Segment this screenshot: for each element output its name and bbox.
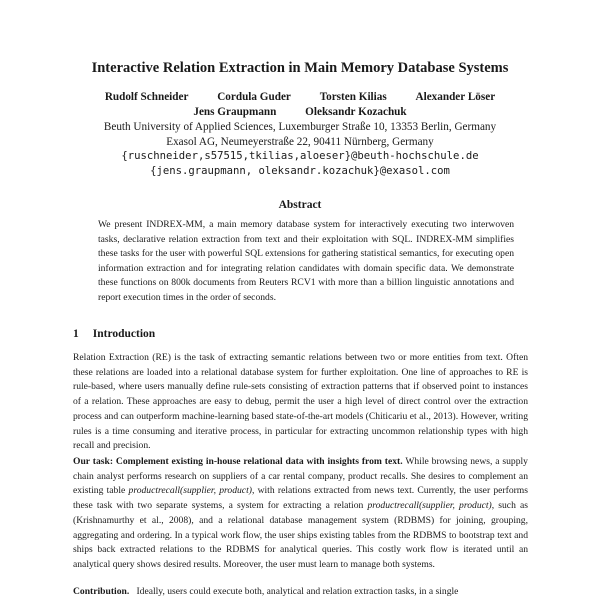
author-name: Torsten Kilias [319, 91, 387, 103]
paper-title: Interactive Relation Extraction in Main Memory Database Systems [91, 60, 509, 76]
section-title: Introduction [92, 328, 156, 340]
contribution-text: Ideally, users could execute both, analytical and relation extraction tasks, in a single [136, 586, 459, 597]
task-paragraph [73, 455, 528, 573]
section-number: 1 [73, 328, 79, 340]
author-name: Alexander Löser [415, 91, 496, 103]
task-text-2: , with relations extracted from news text. Currently, the user performs these task with two separate systems, a system for extracting a relation [73, 485, 529, 512]
affiliation-beuth: Beuth University of Applied Sciences, Luxemburger Straße 10, 13353 Berlin, Germany [103, 121, 497, 133]
affiliation-exasol: Exasol AG, Neumeyerstraße 22, 90411 Nürnberg, Germany [166, 136, 434, 148]
author-name: Cordula Guder [217, 91, 291, 103]
author-list-line-2 [0, 106, 600, 118]
task-term-1: productrecall(supplier, product) [128, 485, 252, 497]
author-name: Oleksandr Kozachuk [305, 106, 407, 118]
author-name: Rudolf Schneider [104, 91, 189, 103]
contribution-heading: Contribution. [73, 586, 130, 597]
intro-paragraph: Relation Extraction (RE) is the task of extracting semantic relations between two or more entities from text. Often these relations are loaded into a relational database system for further exploitation. One line of approaches to RE is rule-based, where users manually define rule-sets consisting of extraction patterns that if observed point to instances of a relation. These approaches are easy to debug, permit the user a high level of direct control over the extraction process and can outperform machine-learning based state-of-the-art models (Chiticariu et al., 2013). However, writing rules is a time consuming and iterative process, in particular for extracting uncommon relationship types with high recall and precision. [73, 352, 528, 452]
author-list-line-1 [0, 91, 600, 103]
abstract-heading: Abstract [278, 199, 322, 211]
abstract-text: We present INDREX-MM, a main memory database system for interactively executing two interwoven tasks, declarative relation extraction from text and their exploitation with SQL. INDREX-MM simplifies these tasks for the user with powerful SQL extensions for gathering statistical semantics, for executing open information extraction and for integrating relation candidates with domain specific data. We demonstrate these functions on 800k documents from Reuters RCV1 with more than a billion linguistic annotations and report execution times in the order of seconds. [98, 219, 514, 303]
task-text-3: , such as (Krishnamurthy et al., 2008), and a relational database management system (RDBMS) for joining, grouping, aggregating and ordering. In a typical work flow, the user ships existing tables from the RDBMS to bootstrap text and ships back extracted relations to the RDBMS for analytical queries. This costly work flow is iterated until an analytical query shows desired results. Moreover, the user must learn to manage both systems. [73, 500, 528, 570]
email-exasol: {jens.graupmann, oleksandr.kozachuk}@exasol.com [150, 165, 450, 177]
author-name: Jens Graupmann [193, 106, 277, 118]
task-heading: Our task: Complement existing in-house relational data with insights from text. [73, 456, 403, 467]
task-term-2: productrecall(supplier, product) [367, 500, 492, 512]
email-beuth: {ruschneider,s57515,tkilias,aloeser}@beuth-hochschule.de [121, 150, 479, 162]
task-text-1: While browsing news, a supply chain analyst performs research on suppliers of a car rental company, product recalls. She desires to complement an existing table [73, 456, 528, 497]
contribution-paragraph [73, 585, 528, 600]
section-heading-introduction [73, 328, 155, 340]
